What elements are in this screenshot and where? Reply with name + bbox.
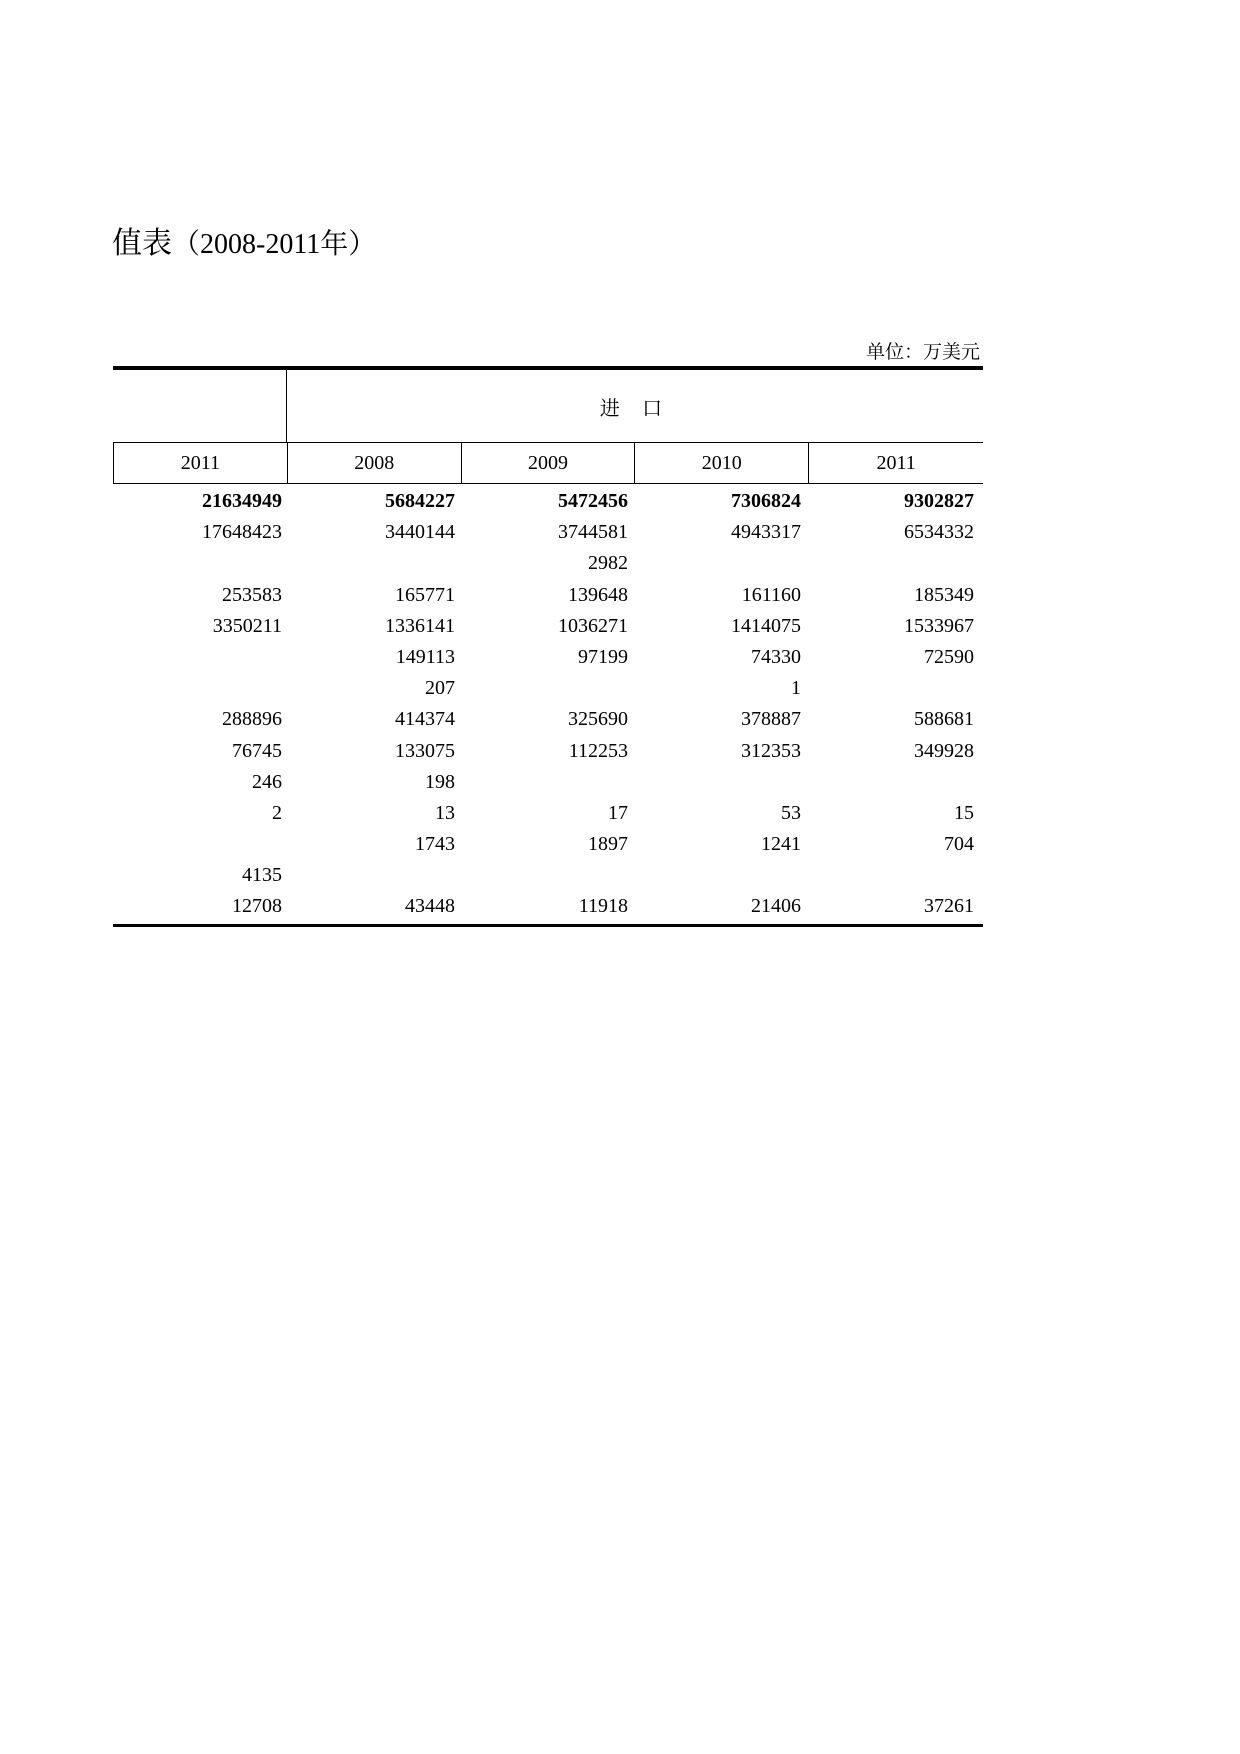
table-row: [113, 580, 983, 611]
table-cell: 414374: [395, 708, 455, 731]
table-row: [113, 704, 983, 735]
table-cell: 6534332: [904, 521, 974, 544]
table-cell: 139648: [568, 583, 628, 606]
table-cell: 43448: [405, 895, 455, 918]
table-cell: 72590: [924, 645, 974, 668]
table-cell: 74330: [751, 645, 801, 668]
table-cell: 1743: [415, 833, 455, 856]
table-cell: 5684227: [385, 490, 455, 512]
table-cell: 185349: [914, 583, 974, 606]
table-cell: 3350211: [212, 614, 282, 637]
table-cell: [632, 767, 805, 798]
table-cell: [459, 860, 632, 891]
table-cell: [459, 767, 632, 798]
table-cell: 11918: [578, 895, 628, 918]
table-cell: 704: [944, 833, 974, 856]
table-cell: 1241: [761, 833, 801, 856]
table-cell: [805, 548, 979, 579]
table-cell: 2: [272, 801, 282, 824]
table-cell: 325690: [568, 708, 628, 731]
table-row: [113, 767, 983, 798]
table-group-header-row: [113, 370, 983, 442]
table-cell: 198: [425, 770, 455, 793]
table-bottom-rule: [113, 924, 983, 927]
table-row: [113, 673, 983, 704]
table-row: [113, 611, 983, 642]
table-cell: 53: [781, 801, 801, 824]
page-title: [112, 218, 376, 262]
table-cell: 17: [608, 801, 628, 824]
table-cell: [113, 673, 286, 704]
title-text: 值表: [112, 226, 172, 261]
table-cell: [805, 860, 979, 891]
table-cell: [113, 642, 286, 673]
table-cell: 246: [252, 770, 282, 793]
table-cell: [113, 548, 286, 579]
table-cell: 1036271: [558, 614, 628, 637]
table-cell: 161160: [741, 583, 801, 606]
table-cell: 288896: [222, 708, 282, 731]
table-cell: 3440144: [385, 521, 455, 544]
table-cell: 12708: [232, 895, 282, 918]
blank-header-cell: [113, 370, 287, 442]
table-cell: 112253: [568, 739, 628, 762]
table-cell: 15: [954, 801, 974, 824]
table-cell: 349928: [914, 739, 974, 762]
title-year-range: （2008-2011年）: [172, 229, 377, 260]
table-cell: 3744581: [558, 521, 628, 544]
data-table: [113, 366, 983, 927]
table-cell: 21406: [751, 895, 801, 918]
table-cell: 207: [425, 677, 455, 700]
table-cell: 17648423: [202, 521, 282, 544]
table-cell: [459, 673, 632, 704]
table-cell: 378887: [741, 708, 801, 731]
year-header-cell: 2011: [876, 451, 916, 474]
table-cell: 133075: [395, 739, 455, 762]
table-cell: [805, 767, 979, 798]
table-year-header-row: [113, 442, 983, 484]
table-cell: 4135: [242, 864, 282, 887]
unit-label: 单位：万美元: [865, 341, 980, 363]
year-header-cell: 2010: [635, 443, 809, 483]
table-total-row: [113, 486, 983, 517]
table-cell: 37261: [924, 895, 974, 918]
table-cell: 588681: [914, 708, 974, 731]
table-cell: 1336141: [385, 614, 455, 637]
table-cell: [805, 673, 979, 704]
year-header-cell: 2009: [462, 443, 636, 483]
table-cell: 253583: [222, 583, 282, 606]
year-header-cell: 2008: [288, 443, 462, 483]
table-cell: 9302827: [904, 490, 974, 512]
table-cell: 4943317: [731, 521, 801, 544]
table-row: [113, 829, 983, 860]
table-row: [113, 548, 983, 579]
table-cell: 165771: [395, 583, 455, 606]
table-cell: 97199: [578, 645, 628, 668]
table-body: [113, 484, 983, 923]
table-row: [113, 798, 983, 829]
import-group-header: 进 口: [599, 395, 671, 420]
table-row: [113, 517, 983, 548]
table-cell: 21634949: [202, 490, 282, 512]
table-row: [113, 891, 983, 922]
table-cell: 1414075: [731, 614, 801, 637]
table-cell: [632, 548, 805, 579]
table-cell: 312353: [741, 739, 801, 762]
table-cell: 1897: [588, 833, 628, 856]
year-header-cell: 2011: [114, 443, 288, 483]
table-cell: [632, 860, 805, 891]
table-cell: [286, 860, 459, 891]
table-cell: 13: [435, 801, 455, 824]
table-cell: 5472456: [558, 490, 628, 512]
table-cell: 149113: [395, 645, 455, 668]
table-cell: 1533967: [904, 614, 974, 637]
table-cell: [286, 548, 459, 579]
table-cell: 76745: [232, 739, 282, 762]
table-cell: 2982: [588, 552, 628, 575]
table-cell: [113, 829, 286, 860]
table-row: [113, 860, 983, 891]
table-row: [113, 642, 983, 673]
table-cell: 7306824: [731, 490, 801, 512]
table-row: [113, 736, 983, 767]
table-cell: 1: [791, 677, 801, 700]
